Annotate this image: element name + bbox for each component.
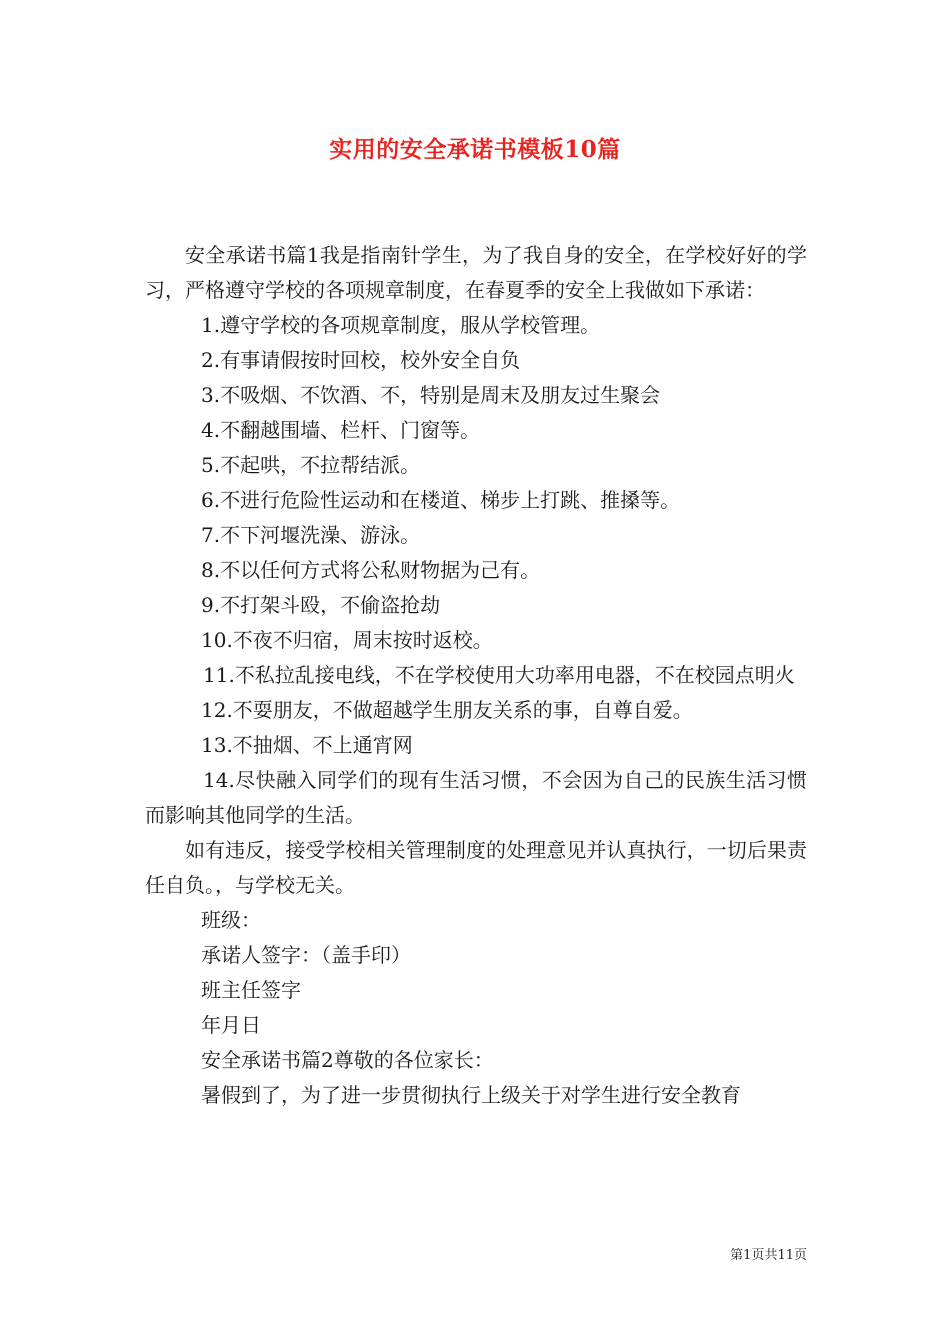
signer-line: 承诺人签字：（盖手印）: [201, 943, 411, 967]
pledge-item-14: 14.尽快融入同学们的现有生活习惯，不会因为自己的民族生活习惯而影响其他同学的生活。: [145, 768, 807, 827]
teacher-signature-line: 班主任签字: [201, 978, 301, 1002]
date-line: 年月日: [201, 1013, 261, 1037]
page-number: 第1页共11页: [730, 1248, 807, 1263]
pledge-item-6: 6.不进行危险性运动和在楼道、梯步上打跳、推搡等。: [201, 488, 681, 512]
intro-paragraph: 安全承诺书篇1我是指南针学生，为了我自身的安全，在学校好好的学习，严格遵守学校的各项规章制度，在春夏季的安全上我做如下承诺：: [145, 243, 807, 302]
pledge-item-9: 9.不打架斗殴，不偷盗抢劫: [201, 593, 441, 617]
document-body: [145, 238, 807, 1113]
document-title: 实用的安全承诺书模板10篇: [329, 136, 621, 163]
pledge-item-5: 5.不起哄，不拉帮结派。: [201, 453, 421, 477]
pledge-item-13: 13.不抽烟、不上通宵网: [201, 733, 413, 757]
pledge-item-8: 8.不以任何方式将公私财物据为己有。: [201, 558, 541, 582]
pledge-item-4: 4.不翻越围墙、栏杆、门窗等。: [201, 418, 481, 442]
section-2-text: 暑假到了，为了进一步贯彻执行上级关于对学生进行安全教育: [201, 1083, 741, 1107]
class-line: 班级：: [201, 908, 261, 932]
section-2-heading: 安全承诺书篇2尊敬的各位家长：: [201, 1048, 494, 1072]
pledge-item-10: 10.不夜不归宿，周末按时返校。: [201, 628, 493, 652]
pledge-item-2: 2.有事请假按时回校，校外安全自负: [201, 348, 521, 372]
pledge-item-12: 12.不耍朋友，不做超越学生朋友关系的事，自尊自爱。: [201, 698, 693, 722]
pledge-item-1: 1.遵守学校的各项规章制度，服从学校管理。: [201, 313, 601, 337]
pledge-item-7: 7.不下河堰洗澡、游泳。: [201, 523, 421, 547]
pledge-item-11: 11.不私拉乱接电线，不在学校使用大功率用电器，不在校园点明火: [203, 663, 795, 687]
pledge-item-3: 3.不吸烟、不饮酒、不，特别是周末及朋友过生聚会: [201, 383, 661, 407]
closing-paragraph: 如有违反，接受学校相关管理制度的处理意见并认真执行，一切后果责任自负。，与学校无关。: [145, 838, 807, 897]
